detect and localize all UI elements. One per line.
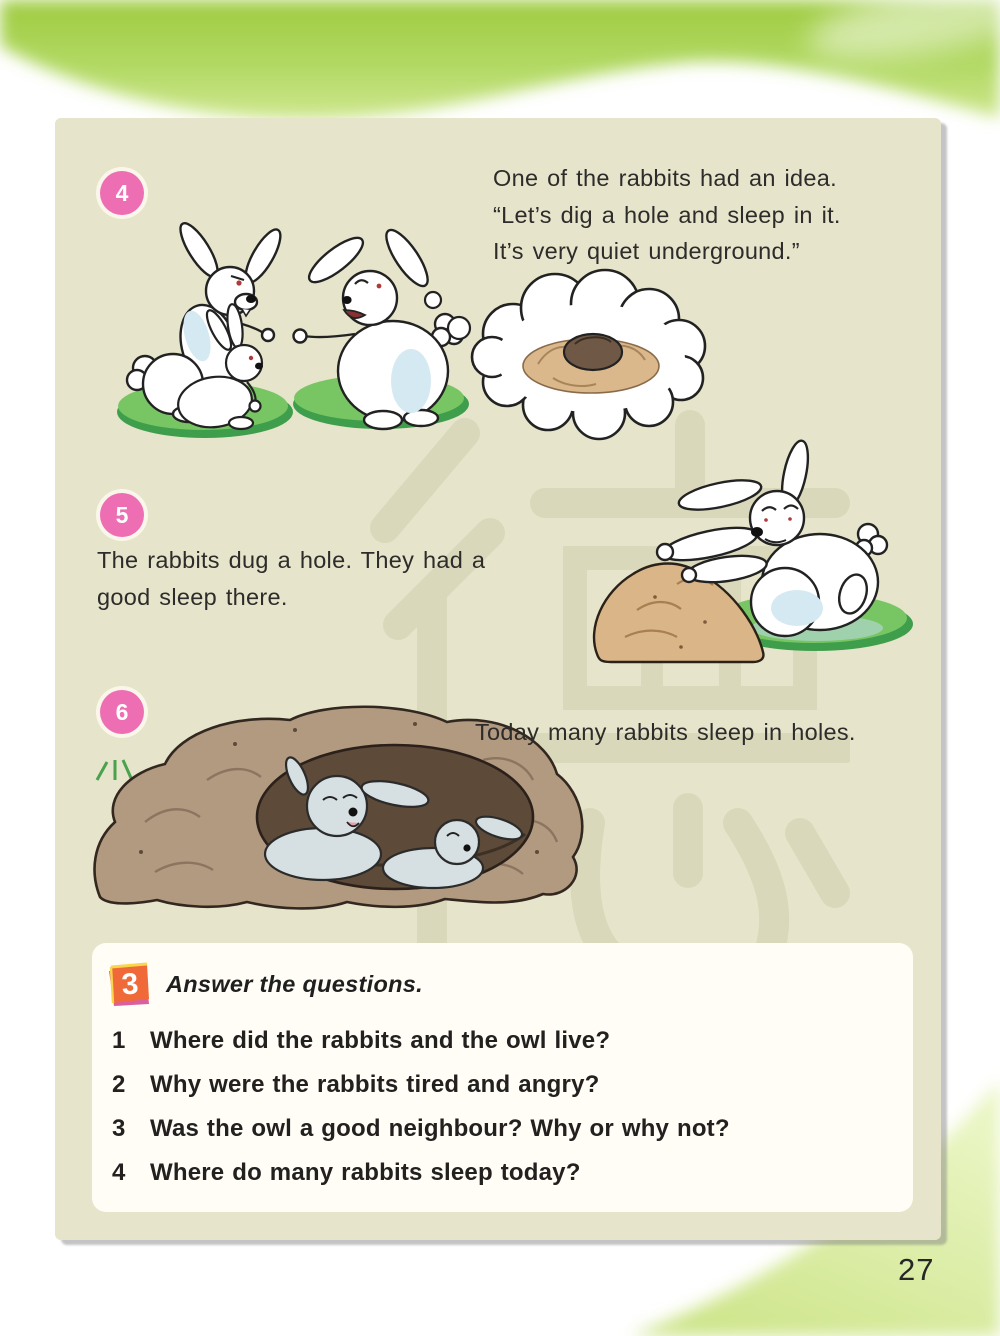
eye-dot (764, 518, 768, 522)
thought-bubble-small (448, 317, 470, 339)
dirt-speck (653, 595, 657, 599)
dirt-speck (679, 645, 683, 649)
rabbit-shading (771, 590, 823, 626)
section-4-line: It’s very quiet underground.” (493, 238, 800, 264)
section-6-text (475, 714, 915, 751)
section-5-text (97, 542, 537, 615)
exercise-title: Answer the questions. (166, 970, 424, 997)
exercise-header (106, 961, 423, 1007)
question-text: Why were the rabbits tired and angry? (150, 1071, 600, 1098)
rabbit-eye (249, 356, 253, 360)
mound-speck (535, 850, 539, 854)
mound-speck (413, 722, 417, 726)
resting-rabbit-illustration (585, 432, 915, 672)
section-5-line: The rabbits dug a hole. They had a (97, 547, 486, 573)
section-4-text (493, 160, 913, 270)
section-6-badge: 6 (100, 690, 144, 734)
questions-box (92, 943, 913, 1212)
mound-speck (293, 728, 297, 732)
question-number: 2 (112, 1071, 126, 1098)
rabbit-eye (377, 284, 382, 289)
section-4-line: One of the rabbits had an idea. (493, 165, 838, 191)
question-text: Where did the rabbits and the owl live? (150, 1027, 611, 1054)
question-number: 1 (112, 1027, 126, 1054)
page-number: 27 (898, 1252, 935, 1287)
section-5-badge: 5 (100, 493, 144, 537)
question-text: Where do many rabbits sleep today? (150, 1159, 581, 1186)
section-5-line: good sleep there. (97, 583, 288, 610)
section-6-line: Today many rabbits sleep in holes. (475, 719, 856, 745)
rabbit-nose (751, 527, 763, 537)
content-panel (55, 118, 941, 1240)
rabbit-nose (246, 295, 256, 303)
question-text: Was the owl a good neighbour? Why or why not? (150, 1115, 730, 1142)
dirt-speck (703, 620, 707, 624)
section-4-line: “Let’s dig a hole and sleep in it. (493, 201, 841, 228)
rabbit-tooth (242, 309, 250, 316)
rabbit-nose (463, 844, 470, 851)
imagined-hole (564, 334, 622, 370)
exercise-number: 3 (120, 967, 140, 1002)
question-number: 3 (112, 1115, 126, 1142)
section-4-badge: 4 (100, 171, 144, 215)
exercise-number-icon (106, 961, 152, 1007)
rabbit-eye (236, 280, 241, 285)
rabbit-nose (349, 808, 358, 817)
rabbit-shading (391, 349, 431, 413)
mound-speck (233, 742, 237, 746)
eye-dot (788, 517, 792, 521)
mound-speck (139, 850, 143, 854)
thought-bubble-small (425, 292, 441, 308)
rabbit-nose (342, 296, 351, 304)
question-number: 4 (112, 1159, 126, 1186)
rabbit-nose (255, 363, 263, 370)
grass-tuft (97, 760, 131, 780)
